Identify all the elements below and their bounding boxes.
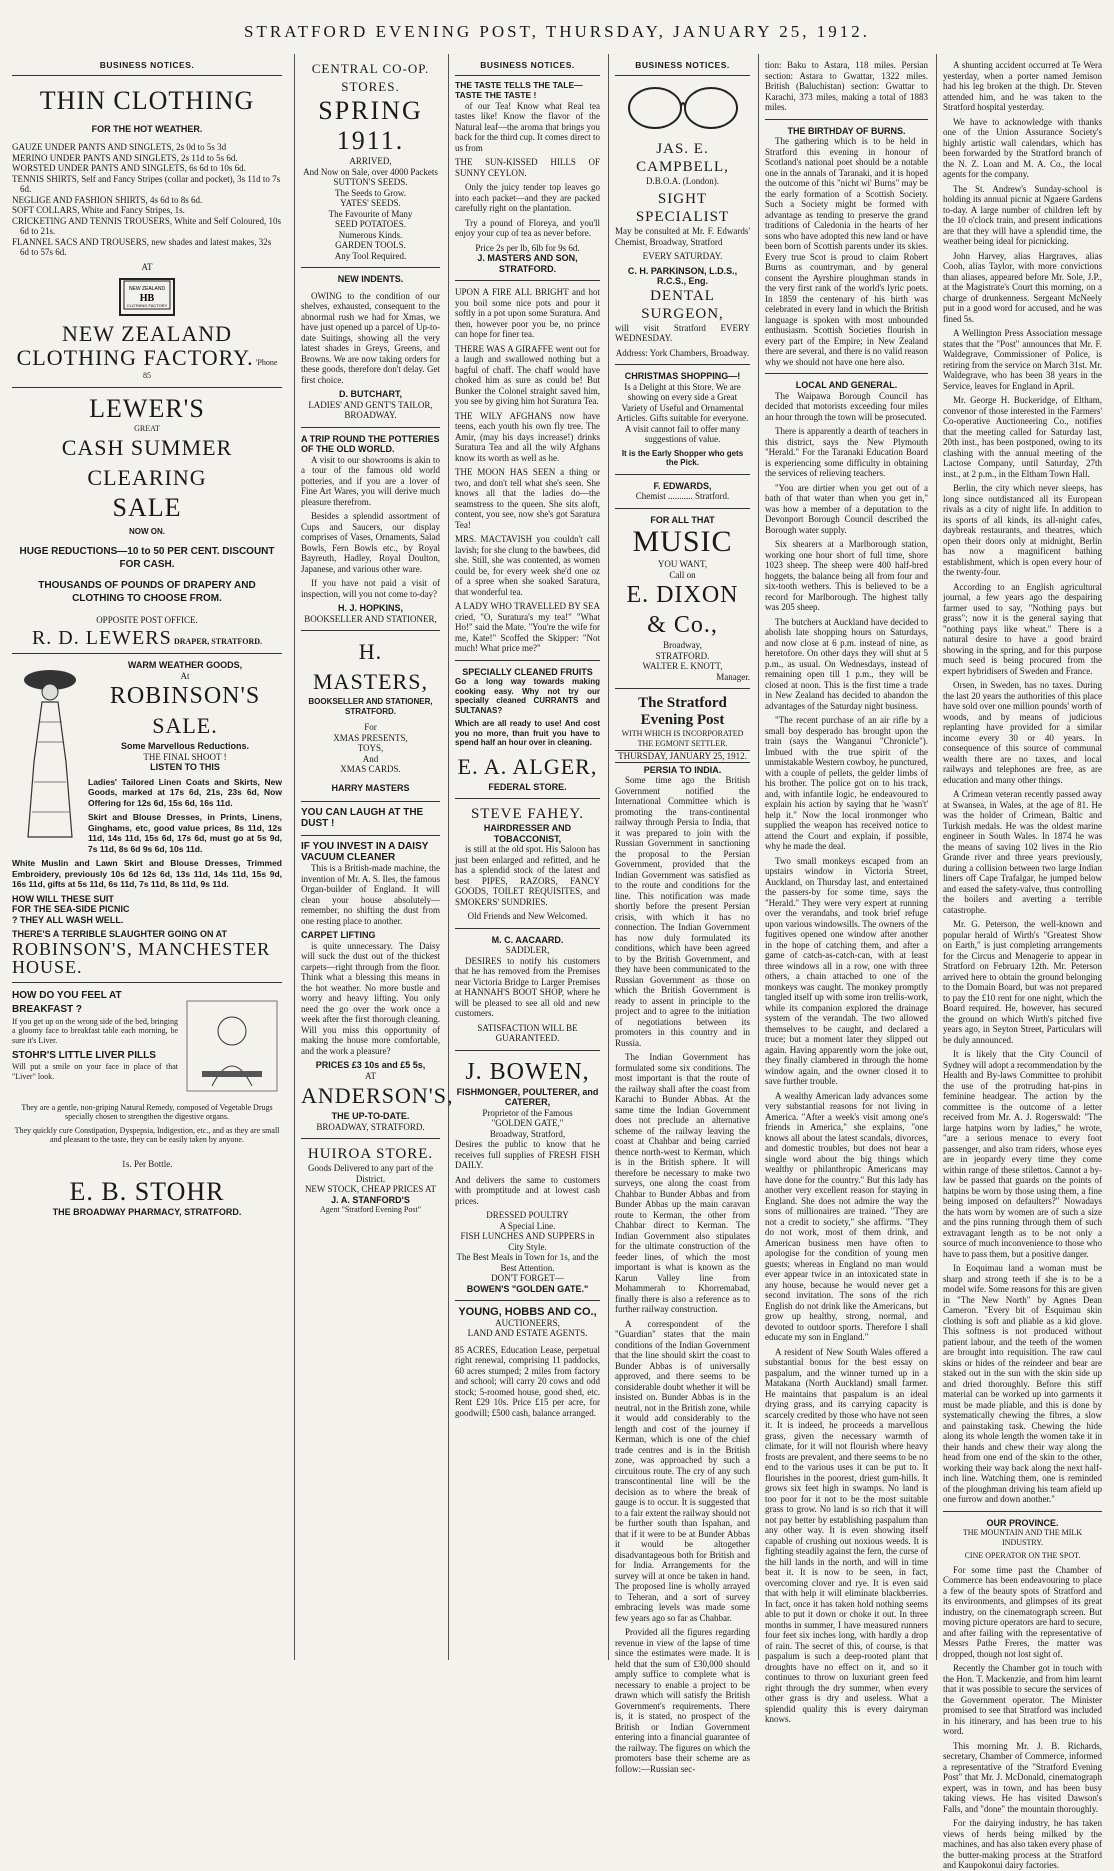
bowen-prop: Proprietor of the Famous (482, 1107, 573, 1118)
trip-body-2: Besides a splendid assortment of Cups and Saucers, our display comprises of Vases, Ornaments, Salad Bowls, Fern Bowls etc., by Royal Bayreuth, Hadley, Royal Doulton, Japanese, and various other ware. (301, 511, 440, 574)
fahey-body: is still at the old spot. His Saloon has just been enlarged and refitted, and he has a splendid stock of the latest and best PIPES, RAZORS, FANCY GOODS, TOILET REQUISITES, and SMOKERS' SUNDRIES. (455, 844, 600, 907)
news-item-8: According to an English agricultural journal, a few years ago the despairing farmer used to say, "Nothing pays but grass"; now it is the general saying that "nothing pays like wheat." There is a natural desire to have a good braird showing in the spring, and for this purpose much seed is being procured from the expert hybridisers of Sweden and France. (943, 581, 1102, 676)
local-item-5: The butchers at Auckland have decided to abolish late shopping hours on Saturdays, and now close at 6 p.m. instead of nine, as heretofore. On other days they will shut at 5 p.m., as usual. On Wednesdays, instead of remaining open till 1 p.m., they will be closed at noon. This is the first time a trade in New Zealand has decided to abandon the advantages of the Saturday night business. (765, 616, 928, 711)
christmas-body: Is a Delight at this Store. We are showing on every side a Great Variety of Useful and Ornamental Articles. Gifts suitable for everyone. A visit cannot fail to offer many suggestions of value. (616, 381, 749, 444)
dixon-address-line: Broadway, (663, 640, 702, 650)
lewers-huge-reductions: HUGE REDUCTIONS—10 to 50 PER CENT. DISCOUNT FOR CASH. (19, 545, 275, 570)
call-on: Call on (669, 569, 696, 580)
campbell-dboa: D.B.O.A. (London). (646, 175, 719, 186)
bowen-body-2: And delivers the same to customers with promptitude and at lowest cash prices. (455, 1174, 600, 1206)
paper-date: THURSDAY, JANUARY 25, 1912. (615, 750, 750, 763)
tea-rhyme-moon: THE MOON HAS SEEN a thing or two, and don't tell what she's seen. She knows all that the ladies do—the seamstress to the queen. She sits aloft, content, you see, now she's got Saratura Tea! (455, 467, 600, 530)
dental-surgeon: DENTAL SURGEON, (641, 287, 724, 322)
svg-text:CLOTHING FACTORY: CLOTHING FACTORY (126, 303, 168, 308)
edwards-name: F. EDWARDS, (653, 480, 712, 491)
lewers-draper: DRAPER, STRATFORD. (173, 637, 263, 646)
robinsons-footer: ROBINSON'S, MANCHESTER HOUSE. (12, 938, 271, 977)
lewers-opposite: OPPOSITE POST OFFICE. (96, 614, 198, 625)
news-item-10: A Crimean veteran recently passed away at Swansea, in Wales, at the age of 81. He was the holder of Crimean, Baltic and Turkish medals. He was the oldest marine engineer in South Wales. In 1874 he was the means of saving 102 lives in the Rio Grande river and three years previously, during a collision between two large Indian liners off Cape Trafalgar, he jumped below and eased the safety-valve, thus controlling the boilers and averting a terrible catastrophe. (943, 789, 1102, 915)
news-item-4: John Harvey, alias Hargraves, alias Cooh, alias Taylor, with more convictions than aliases, appeared before Mr. Sole, J.P., at the Magistrate's Court this morning, on a charge of drunkenness. Sergeant McNeely put in a good word for accused, and he was fined 5s. (943, 250, 1102, 324)
local-item-1: The Waipawa Borough Council has decided that motorists exceeding four miles an hour through the town will be prosecuted. (765, 390, 928, 422)
daisy-body: This is a British-made machine, the invention of Mr. A. S. Iles, the famous Organ-builder of England. It will clean your house absolutely—remember, no shifting the dust from one resting place to another. (301, 863, 440, 926)
daisy-at: AT (365, 1070, 376, 1081)
dental-body: will visit Stratford EVERY WEDNESDAY. (615, 322, 750, 343)
masters-line: BOOKSELLER AND STATIONER, STRATFORD. (308, 697, 433, 716)
huiroa-stanford: J. A. STANFORD'S (331, 1194, 410, 1205)
robinsons-item-1: Ladies' Tailored Linen Coats and Skirts, New Goods, marked at 17s 6d, 21s, 23s 6d, Now Offering for 12s 6d, 15s 6d, 16s 11d. (88, 776, 282, 808)
bowen-body: Desires the public to know that he receives full supplies of FRESH FISH DAILY. (455, 1139, 600, 1170)
masters-for: For (364, 722, 377, 732)
paper-subtitle: WITH WHICH IS INCORPORATED THE EGMONT SETTLER. (621, 729, 744, 748)
aacaard-guarantee: SATISFACTION WILL BE GUARANTEED. (477, 1022, 578, 1043)
seed-line: Numerous Kinds. (338, 229, 403, 240)
dixon-address (615, 640, 750, 661)
ad-subtitle: FOR THE HOT WEATHER. (91, 123, 203, 134)
persia-body-1: Some time ago the British Government notified the International Committee which is promoting the trans-continental railway through Persia to India, that it was prepared to join with the Russian Government in sanctioning the proposal to the Persian Government, provided that the Indian Government was satisfied as to the route and conditions for the line. This notification was made shortly before the present Persian crisis, with which it has no connection. The Indian Government has now duly formulated its conditions, which have been agreed to by the British Government, and they have been communicated to the Russian Government as those on which the British Government is ready to assent in principle to the project and to agree to the initiation of negotiations between its promoters in this country and in Russia. (615, 775, 750, 1048)
huiroa-new: NEW STOCK, CHEAP PRICES AT (304, 1184, 437, 1194)
daisy-prices: PRICES £3 10s and £5 5s, (315, 1060, 426, 1070)
coop-header: CENTRAL CO-OP. STORES. (311, 61, 430, 94)
bowen-dont-forget: DON'T FORGET— (491, 1273, 564, 1283)
christmas-title: CHRISTMAS SHOPPING—! (624, 371, 741, 381)
fruits-body-2: Which are all ready to use! And cost you no more, than fruit you have to spend half an hour over in cleaning. (455, 719, 600, 747)
sight-body: May be consulted at Mr. F. Edwards' Chemist, Broadway, Stratford (615, 226, 750, 247)
lewers-great: GREAT (134, 423, 160, 433)
alger-line: FEDERAL STORE. (488, 781, 567, 792)
column-header: BUSINESS NOTICES. (615, 54, 750, 76)
bowen-line: FISHMONGER, POULTERER, and CATERER, (456, 1086, 599, 1107)
robinsons-item-3: White Muslin and Lawn Skirt and Blouse Dresses, Trimmed Embroidery, previously 10s 6d 12s 6d, 13s 11d, 14s 11d, 15s 9d, 16s 11d, gifts at 5s 11d, 6s 11d, 7s 11d, 8s 11d, 9s 11d. (12, 858, 282, 889)
fahey-name: STEVE FAHEY. (470, 806, 585, 822)
local-item-4: Six shearers at a Marlborough station, working one hour short of full time, shore 1023 sheep. The sheep were 400 half-bred hoggets, the balance being all from four and six-tooth wethers. This is believed to be a record for Marlborough. The highest tally was 205 sheep. (765, 539, 928, 612)
news-item-12: It is likely that the City Council of Sydney will adopt a recommendation by the Health and By-laws Committee to prohibit the use of the protruding hat-pins in feminine headgear. The action by the committee is the outcome of a letter received from Mr. A. J. Rogerswald: "The large hatpins worn by ladies," he wrote, "are a serious menace to every foot passenger, and also tram riders, whose eyes are in jeopardy every time they come within range of these stilettos. Cannot a by-law be passed that guards on the points of hatpins be worn by those using them, a fine being imposed on defaulters?" Nowadays the hats worn by women are of such a size and the pins running through them of such extravagant length as to be not only a source of much inconvenience to those who have to pass them, but a positive danger. (943, 1049, 1102, 1259)
stohr-question: HOW DO YOU FEEL AT BREAKFAST ? (12, 989, 122, 1015)
robinsons-item-2: Skirt and Blouse Dresses, in Prints, Linens, Ginghams, etc, good value prices, 8s 11d, 12s 11d, 14s 11d, 15s 6d, 17s 6d, must go at 5s 9d, 7s 11d, 8s 6d 9s 6d, 10s 11d. (88, 812, 282, 854)
stohr-price: 1s. Per Bottle. (121, 1158, 173, 1169)
seed-line: The Seeds to Grow. (335, 187, 406, 198)
local-item-7: Two small monkeys escaped from an upstairs window in Victoria Street, Auckland, on Thursday last, and entertained the passers-by for some time, says the "Herald." They were very expert at running over the verandahs, and took brief refuge upon various windowsills. The owners of the fugitives opened one window after another in the hope of catching them, and after a game of catch-as-catch-can, with at least three windows all in a row, one with three others, a chain attached to one of the monkeys was caught. The monkey promptly tangled itself up with some iron trellis-work, while its companion explored the drainage system of the verandah. The two allowed themselves to be caught, and declared a truce; but a moment later they slipped out again. Having apparently worn the joke out, they finally clambered in through the home window again, and the owner closed it to save further trouble. (765, 855, 928, 1086)
onsale: And Now on Sale, over 4000 Packets (303, 166, 438, 177)
news-item-2: We have to acknowledge with thanks one of the Union Assurance Society's highly artistic wall calendars, which has been forwarded by the Stratford branch of the N. Z. Loan and M. A. Co., the local agents for the company. (943, 116, 1102, 179)
aacaard-name: M. C. AACAARD. (491, 934, 564, 945)
masthead: STRATFORD EVENING POST, THURSDAY, JANUARY 25, 1912. (244, 22, 870, 41)
province-body-4: For the dairying industry, he has taken views of herds being milked by the machines, and has also taken every phase of the butter-making process at the Stratford and Kaupokonui dairy factories. (943, 1818, 1102, 1870)
lewers-now-on: NOW ON. (129, 527, 165, 536)
persia-title: PERSIA TO INDIA. (643, 764, 722, 775)
bowens-golden-gate: BOWEN'S "GOLDEN GATE." (466, 1283, 589, 1294)
young-hobbs-auct: AUCTIONEERS, (495, 1317, 560, 1328)
persia-body-3: A correspondent of the "Guardian" states that the main conditions of the Indian Government that the line should skirt the coast to Bunder Abbas is of universally approved, and there seems to be considerable doubt whether it will be insisted on. Bunder Abbas is in the neutral, not in the British zone, while it would add considerably to the length and cost of the journey if Kerman, which is one of the chief trade centres and is in the British zone, was approached by such a circuitous route. The cry of any such transcontinental line will be the decision as to where the break of gauge is to occur. It is suggested that to a fair extent the railway should not be further south than Ispahan, and that if it were to be at Bunder Abbas it would be altogether disadvantageous both for British and for India. Arrangements for the survey will at once be taken in hand. The proposed line is wholly arrayed to Teheran, and a sort of survey embracing levels was made some few years ago so far as Chahbar. (615, 1318, 750, 1623)
news-item-5: A Wellington Press Association message states that the "Post" announces that Mr. F. Waldegrave, Commissioner of Police, is retiring from the service on March 31st. Mr. Waldegrave, who has been 38 years in the Service, leaves for England in April. (943, 328, 1102, 391)
column-header: BUSINESS NOTICES. (455, 54, 600, 76)
dixon-address-line: STRATFORD. (655, 650, 710, 661)
column-2 (294, 54, 454, 1660)
column-4 (608, 54, 756, 1774)
huiroa-body: Goods Delivered to any part of the District. (308, 1163, 433, 1184)
fruits-body: Go a long way towards making cooking easy. Why not try our specially cleaned CURRANTS and SULTANAS? (455, 677, 600, 715)
robinsons-at: At (180, 670, 190, 681)
price-list-item: GAUZE UNDER PANTS AND SINGLETS, 2s 0d to 5s 3d (12, 142, 227, 152)
robinsons-some: Some Marvellous Reductions. (120, 741, 250, 751)
lewers-thousands: THOUSANDS OF POUNDS OF DRAPERY AND CLOTHING TO CHOOSE FROM. (38, 579, 256, 604)
bowen-best: The Best Meals in Town for 1s, and the Best Attention. (456, 1252, 599, 1273)
persia-body-4: Provided all the figures regarding revenue in view of the lapse of time since the estimates were made. It is held that the sum of £30,000 should amply suffice to complete what is necessary to enable a project to be drawn which will satisfy the British Government's requirements. There is, it is stated, no prospect of the British or Indian Government entering into a financial guarantee of the railway. The figures on which the promoters base their scheme are as follow:—Russian sec- (615, 1627, 750, 1774)
robinsons-warm: WARM WEATHER GOODS, (127, 660, 243, 670)
lewers-title: LEWER'S (89, 393, 205, 423)
tea-title: THE TASTE TELLS THE TALE— TASTE THE TASTE ! (455, 79, 583, 100)
trip-body-1: A visit to our showrooms is akin to a tour of the famous old world potteries, and if you are a lover of Fine Art Wares, you will derive much pleasure therefrom. (301, 454, 440, 507)
spectacles-icon (623, 80, 743, 136)
young-hobbs-name: YOUNG, HOBBS AND CO., (458, 1306, 597, 1318)
hopkins-name: H. J. HOPKINS, (337, 603, 403, 613)
butchart-name: D. BUTCHART, (339, 389, 402, 399)
local-item-9: A resident of New South Wales offered a substantial bonus for the best essay on paspalum, and the winner turned up in a Matakana (North Auckland) small farmer. He maintains that paspalum is an ideal drying grass, and its carrying capacity is scarcely credited by those who have not seen it. It is indeed, he proceeds a marvellous grass, given the necessary warmth of climate, for it will not flourish where heavy frosts are prevalent, and there seems to be no end to the various uses it can be put to. It flourishes in the poorest, driest gum-hills. It grows six feet high in swamps. No land is too poor for it not to be the most suitable grass to grow. No land is so rich that it will not pay better by establishing paspalum than any other way. It is even showing itself capable of crushing out noxious weeds. It is fighting steadily against the fern, the curse of the hill lands in the north, and will in time beat it. It is now to be seen, in fact, overcoming clover and rye. It is even said that with help it will eliminate blackberries. In fact, once it has taken hold nothing seems able to put it down or choke it out. In three months in summer, I have measured runners four feet six inches long, with hardly a drop of rain. The secret of this, of course, is that paspalum is such a deep-rooted plant that droughts have no effect on it, and so it continues to throw on luxuriant green feed right through the dry summer, when every other grass is dry and useless. What a splendid quality this is every dairyman knows. (765, 1346, 928, 1724)
tea-body: of our Tea! Know what Real tea tastes like! Know the flavor of the Natural leaf—the aroma that brings you back for the third cup. It comes direct to us from (455, 100, 600, 153)
province-title: OUR PROVINCE. (986, 1517, 1059, 1528)
carpet-title: CARPET LIFTING (301, 930, 376, 940)
harry-masters: HARRY MASTERS (331, 782, 410, 793)
nz-clothing-factory-logo (119, 278, 175, 316)
price-list-item: MERINO UNDER PANTS AND SINGLETS, 2s 11d to 5s 6d. (12, 152, 238, 163)
indents-body: OWING to the condition of our shelves, exhausted, consequent to the abnormal rush we had for Xmas, we have just opened up a parcel of Up-to-date Suitings, showing all the very latest shades in Greys, Greens, and Browns. We are now taking orders for these goods, therefore don't delay. Get first choice. (301, 290, 440, 385)
ad-title-thin-clothing: THIN CLOTHING (39, 85, 255, 115)
seed-line: The Favourite of Many (328, 208, 413, 219)
stohr-text-2: Will put a smile on your face in place of that "Liver" look. (12, 1062, 178, 1081)
svg-text:HB: HB (139, 293, 155, 304)
you-want: YOU WANT, (657, 559, 708, 569)
province-body-2: Recently the Chamber got in touch with the Hon. T. Mackenzie, and from him learnt that it was possible to secure the services of the Government operator. The Minister promised to see that Stratford was included in his itinerary, and has been true to his word. (943, 1663, 1102, 1736)
news-item-7: Berlin, the city which never sleeps, has long since outdistanced all its European rivals as a city of night life. In addition to its sports of all kinds, its all-night cafes, daybreak restaurants, and theatres, which open their doors only at midnight, Berlin has now a magnificent bathing establishment, which is open every hour of the twenty-four. (943, 483, 1102, 577)
indents-title: NEW INDENTS. (337, 274, 404, 284)
price-list-item: WORSTED UNDER PANTS AND SINGLETS, 6s 6d to 10s 6d. (12, 163, 246, 173)
province-body-3: This morning Mr. J. B. Richards, secretary, Chamber of Commerce, informed a representative of the "Stratford Evening Post" that Mr. J. McDonald, cinematograph expert, was in town, and has been busy taking views. He has visited Dawson's Falls, and "done" the mountain thoroughly. (943, 1740, 1102, 1814)
trip-body-3: If you have not paid a visit of inspection, will you not come to-day? (301, 578, 440, 599)
fahey-line: HAIRDRESSER AND TOBACCONIST, (483, 823, 572, 844)
news-item-13: In Eoquimau land a woman must be sharp and strong teeth if she is to be a model wife. Some reasons for this are given in "The New North" by Agnes Dean Cameron. "Every bit of Esquimau skin clothing is soft and pliable as a kid glove. This softness is not produced without patient labour, and the teeth of the women are brought into requisition. The raw caul skins or hides of the reindeer and bear are staked out in the sun with the skin side up and dried thoroughly. Before this stiff material can be worked up into garments it must be made pliable, and this is done by systematically chewing the fibres, a slow and painstaking task. Chewing the hide along its whole length the women take it in their hands and chew their way along the head from one end of the skin to the other, working their way back along the next half-inch line. Watching them, one is reminded of the ploughman driving his team afield up one furrow and down another." (943, 1263, 1102, 1504)
stohr-text-4: They quickly cure Constipation, Dyspepsia, Indigestion, etc., and as they are small and pleasant to the taste, they can be easily taken by anyone. (14, 1125, 280, 1144)
seeds-list (301, 177, 440, 261)
butchart-addr: BROADWAY. (344, 410, 397, 420)
price-list-item: TENNIS SHIRTS, Self and Fancy Stripes (collar and pocket), 3s 11d to 7s 6d. (12, 173, 281, 194)
tea-price: Price 2s per lb, 6lb for 9s 6d. (475, 242, 580, 253)
tea-body-3: Try a pound of Floreya, and you'll enjoy your cup of tea as never before. (455, 217, 600, 238)
bowen-dressed: DRESSED POULTRY (486, 1210, 569, 1220)
persia-continued: tion: Baku to Astara, 118 miles. Persian section: Astara to Gwattar, 1322 miles. British (Baluchistan) section: Gwattar to Karachi, 373 miles, making a total of 1883 miles. (765, 60, 928, 112)
tea-firm: J. MASTERS AND SON, STRATFORD. (477, 253, 578, 274)
at-label: AT (141, 261, 153, 272)
burns-body: The gathering which is to be held in Stratford this evening in honour of Scotland's national poet should be a notable one in the annals of Taranaki, and it is hoped the outcome of this "nicht wi' Burns" may be the early formation of a Scottish Society. Such a Society might be formed with advantage as tending to preserve the grand traditions of Caledonia in the hearts of her sons who have adopted this new land or have been born of Scottish parents under its skies. Every true Scot is proud to claim Robert Burns as countryman, and by general consent the Ayrshire ploughman stands in the very first rank of the world's lyric poets. In 1859 the centenary of his birth was celebrated in every land in which the British language is spoken with most unbounded enthusiasm. Scottish Societies flourish in every part of the Empire; in New Zealand there are several, and there is no valid reason why we should not have one here also. (765, 136, 928, 367)
column-3 (448, 54, 606, 1660)
tea-rhyme-lady: A LADY WHO TRAVELLED BY SEA cried, "O, Suratura's my tea!" "What Ho!" said the Mate. "You're the wife for me, Kate!" Scoffed the Skipper: "Not much! What price me?" (455, 601, 600, 653)
tea-rhyme-mactavish: MRS. MACTAVISH you couldn't call lavish; for she clung to the bawbees, did she. Still, she was contented, as women could be, for every week she'd one oz of a spree when she soaked Saratura, that wonderful tea. (455, 534, 600, 597)
bowen-addr: Broadway, Stratford, (489, 1128, 566, 1139)
daisy-title: IF YOU INVEST IN A DAISY VACUUM CLEANER (301, 841, 429, 863)
robinsons-listen: LISTEN TO THIS (150, 762, 220, 772)
bowen-special: A Special Line. (499, 1220, 556, 1231)
store-name: NEW ZEALAND CLOTHING FACTORY. (16, 321, 254, 370)
robinsons-final: THE FINAL SHOOT ! (143, 751, 227, 762)
local-item-8: A wealthy American lady advances some very substantial reasons for not living in America. "After a week's visit among one's friends in America," she explains, "one knows all about the latest scandals, divorces, and domestic troubles, but does not hear a single word about the big things which wealthy or philanthropic Americans may have done for the country." But this lady has another very excellent reason for staying in England. She does not admire the way the sons of millionaires are trained. "They are not a credit to society," she affirms. "They do not work, most of them drink, and American business men have often to apologise for the condition of young men guests; whereas in England no man would ever appear twice in an intoxicated state in any house, because he would never get a second invitation. The sons of the rich English do not drink like the Americans, but grow up healthy, strong, normal, and devoted to outdoor sports. Therefore I shall educate my son in England." (765, 1090, 928, 1342)
young-hobbs-acres: 85 ACRES, Education Lease, perpetual right renewal, comprising 11 paddocks, 60 acres stumped; 2 miles from factory and school; will carry 20 cows and odd stock; 5-roomed house, good shed, etc. Rent £29 10s. Price £15 per acre, for goodwill; £500 cash, balance arranged. (455, 1344, 600, 1418)
fruits-title: SPECIALLY CLEANED FRUITS (462, 666, 593, 677)
knott-manager: Manager. (716, 671, 750, 682)
price-list-item: NEGLIGE AND FASHION SHIRTS, 4s 6d to 8s 6d. (12, 194, 203, 205)
masters-name: H. MASTERS, (313, 639, 428, 694)
music-title: MUSIC (632, 525, 733, 558)
parkinson-name: C. H. PARKINSON, L.D.S., R.C.S., Eng. (627, 265, 738, 286)
tea-rhyme-fire: UPON A FIRE ALL BRIGHT and hot you boil some nice pots and pour it softly in a pot upon some Suratura. And then, however poor you be, no prince can hope for finer tea. (455, 287, 600, 339)
lewers-name: R. D. LEWERS (31, 627, 172, 649)
sight-specialist: SIGHT SPECIALIST (635, 191, 730, 225)
arrived: ARRIVED, (349, 156, 392, 166)
spring-title: SPRING 1911. (318, 96, 423, 155)
young-hobbs-land: LAND AND ESTATE AGENTS. (467, 1328, 588, 1338)
bowen-golden-gate: "GOLDEN GATE," (491, 1118, 564, 1128)
butchart-line: LADIES' AND GENT'S TAILOR, (308, 399, 433, 410)
cine-operator: CINE OPERATOR ON THE SPOT. (964, 1551, 1081, 1560)
xmas-line: TOYS, (357, 743, 384, 753)
robinsons-sale: SALE. (152, 713, 218, 738)
news-item-1: A shunting accident occurred at Te Wera yesterday, when a porter named Jemison had his leg broken at the thigh. Dr. Steven attended him, and he was taken to the Stratford hospital yesterday. (943, 60, 1102, 112)
province-subtitle: THE MOUNTAIN AND THE MILK INDUSTRY. (962, 1528, 1083, 1547)
tea-rhyme-giraffe: THERE WAS A GIRAFFE went out for a laugh and swallowed nothing but a bagful of chaff. The chaff would have choked him as sure as could be! But Bunker the Colonel straight saved him, you see by giving him hot Suratura Tea. (455, 343, 600, 406)
seed-line: SEED POTATOES. (334, 219, 407, 229)
seed-line: Any Tool Required. (334, 250, 407, 261)
huiroa-agent: Agent "Stratford Evening Post" (320, 1205, 421, 1214)
dust-title: YOU CAN LAUGH AT THE DUST ! (301, 807, 424, 829)
every-saturday: EVERY SATURDAY. (642, 251, 723, 261)
stohr-text-1: If you get up on the wrong side of the bed, bringing a gloomy face to breakfast table each morning, be sure it's Liver. (12, 1016, 178, 1045)
news-item-11: Mr. G. Peterson, the well-known and popular herald of Wirth's "Greatest Show on Earth," is just completing arrangements for the Circus and Menagerie to appear in Stratford on February 12th. Mr. Peterson arrived here to obtain the ground belonging to the Domain Board, but was not prepared to pay the £10 rent for one night, which the Board required. He, however, has secured the ground on which Wirth's pitched five years ago, in Seyton Street, Particulars will be duly announced. (943, 919, 1102, 1045)
robinsons-how: HOW WILL THESE SUIT FOR THE SEA-SIDE PICNIC ? THEY ALL WASH WELL. (12, 893, 130, 925)
lewers-sale-line2: SALE (112, 493, 182, 522)
alger-name: E. A. ALGER, (457, 753, 598, 779)
knott-name: WALTER E. KNOTT, (642, 661, 723, 671)
lewers-sale-line1: CASH SUMMER CLEARING (61, 435, 233, 490)
column-1 (6, 54, 288, 1660)
price-list-item: FLANNEL SACS AND TROUSERS, new shades and latest makes, 32s 6d to 57s 6d. (12, 236, 272, 257)
trip-title: A TRIP ROUND THE POTTERIES OF THE OLD WORLD. (301, 433, 440, 454)
local-item-2: There is apparently a dearth of teachers in this district, says the New Plymouth "Herald." For the Taranaki Education Board is experiencing some difficulty in obtaining the services of relieving teachers. (765, 426, 928, 478)
news-item-9: Orsen, in Sweden, has no taxes. During the last 20 years the authorities of this place have sold over one million pounds' worth of woods, and by means of judicious replanting have provided for a similar income every 30 or 40 years. In consequence of this source of communal wealth there are no taxes, and local railways and telephones are free, as are education and many other things. (943, 680, 1102, 785)
early-shopper: It is the Early Shopper who gets the Pick. (621, 448, 744, 467)
seed-line: GARDEN TOOLS. (335, 240, 406, 250)
local-item-6: "The recent purchase of an air rifle by a small boy desperado has brought upon the train (says the Wanganui "Chronicle"). Imbued with the true spirit of the unmistakable Western cowboy, he punctured, with a couple of pellets, the gelder limbs of his brother. The police got on to his track, and, with infantile logic, he endeavoured to explain his action by saying that he 'wasn't' help it." Now the local ironmonger who supplied the weapon has received notice to attend the Court and explain, if possible, why he made the deal. (765, 715, 928, 851)
bowen-name: J. BOWEN, (465, 1058, 590, 1085)
tea-body-2: Only the juicy tender top leaves go into each packet—and they are packed carefully right on the plantation. (455, 182, 600, 213)
carpet-body: is quite unnecessary. The Daisy will suck the dust out of the thickest carpets—right through from the floor. Think what a blessing this means in the hot weather. No more bustle and worry and heavy lifting. You only need the go over the work once a week after the first thorough cleaning. Will you miss this opportunity of making the house more comfortable, and the work a pleasure? (301, 940, 440, 1056)
stohr-address: THE BROADWAY PHARMACY, STRATFORD. (52, 1207, 242, 1217)
news-item-6: Mr. George H. Buckeridge, of Eltham, convenor of those interested in the Farmers' Co-operative Auctioneering Co., notifies that the meeting called for Saturday last, 20th inst., has been postponed, owing to its clashing with the annual meeting of the Lactose Company, until Saturday, 27th inst., at 2 p.m., in the Eltham Town Hall. (943, 395, 1102, 479)
hopkins-line: BOOKSELLER AND STATIONER, (304, 613, 437, 624)
campbell-name: JAS. E. CAMPBELL, (636, 140, 729, 175)
aacaard-saddler: SADDLER, (505, 945, 550, 955)
svg-text:NEW ZEALAND: NEW ZEALAND (128, 286, 166, 292)
bowen-lunches: FISH LUNCHES AND SUPPERS in City Style. (460, 1231, 595, 1252)
price-list-item: SOFT COLLARS, White and Fancy Stripes, 1s. (12, 205, 185, 215)
for-all-that: FOR ALL THAT (650, 514, 715, 525)
xmas-line: XMAS CARDS. (340, 764, 401, 774)
news-item-3: The St. Andrew's Sunday-school is holding its annual picnic at Ngaere Gardens to-day. A large number of children left by the 10 o'clock train, and present indications are that they will have a splendid time, the weather being ideal for picnicking. (943, 183, 1102, 246)
seed-line: SUTTON'S SEEDS. (333, 177, 408, 187)
robinsons-terrible: THERE'S A TERRIBLE SLAUGHTER GOING ON AT (12, 929, 227, 939)
huiroa-name: HUIROA STORE. (307, 1146, 434, 1162)
tea-rhyme-afghans: THE WILY AFGHANS now have teens, each youth his own fly tree. The Amir, (may his days increase!) drinks Suratura Tea and all the wily Afghans know its worth as well as he. (455, 410, 600, 463)
column-5 (758, 54, 934, 1724)
xmas-line: And (362, 753, 379, 764)
dental-addr: Address: York Chambers, Broadway. (615, 347, 750, 358)
xmas-list (301, 733, 440, 775)
burns-title: THE BIRTHDAY OF BURNS. (787, 125, 906, 136)
fahey-welcome: Old Friends and New Welcomed. (467, 911, 588, 921)
province-body-1: For some time past the Chamber of Commerce has been endeavouring to place a few of the beauty spots of Stratford and its environments, and glimpses of its great industry, on the cinematograph screen. But moving picture operators are hard to secure, and after failing with the representative of Messrs Pathe Freres, the matter was dropped, though not lost sight of. (943, 1564, 1102, 1659)
local-general-title: LOCAL AND GENERAL. (795, 380, 898, 390)
xmas-line: XMAS PRESENTS, (333, 732, 408, 743)
clothing-price-list (12, 142, 282, 258)
tea-hills: THE SUN-KISSED HILLS OF SUNNY CEYLON. (455, 157, 600, 178)
seed-line: YATES' SEEDS. (340, 198, 401, 208)
anderson-name: ANDERSON'S, (301, 1083, 454, 1108)
anderson-line: THE UP-TO-DATE. (331, 1111, 410, 1121)
paper-title: The Stratford Evening Post (638, 695, 727, 728)
anderson-addr: BROADWAY, STRATFORD. (316, 1121, 425, 1132)
aacaard-body: DESIRES to notify his customers that he has removed from the Premises near Victoria Bridge to Larger Premises at HANNAH'S BOOT SHOP, where he will be pleased to see all old and new customers. (455, 955, 600, 1018)
stohr-firm: E. B. STOHR (69, 1177, 225, 1206)
price-list-item: CRICKETING AND TENNIS TROUSERS, White and Self Coloured, 10s 6d to 21s. (12, 215, 281, 236)
robinsons-name: ROBINSON'S (109, 683, 261, 709)
breakfast-illustration (182, 991, 282, 1101)
stohr-product: STOHR'S LITTLE LIVER PILLS (12, 1050, 156, 1061)
persia-body-2: The Indian Government has formulated some six conditions. The most important is that the route of the railway shall after the coast from Karachi to Bunder Abbas. At the same time the Indian Government does not preclude an alternative scheme of the railway leaving the coast at Chahbar and being carried thence north-west to Kerman, which is in the British sphere. It will therefore be necessary to make two surveys, one along the coast from Chahbar to Bunder Abbas and from Bunder Abbas up the main caravan route to Kerman, the other from Chahbar direct to Kerman. The Indian Government also stipulates for the ultimate construction of the feeder lines, of which the most important is what is known as the Karun Valley line from Mohammerah to Khorremabad, finally there is also a reference as to further railway construction. (615, 1052, 750, 1314)
column-header: BUSINESS NOTICES. (12, 54, 282, 76)
edwards-line: Chemist ........... Stratford. (635, 491, 730, 501)
dixon-name: E. DIXON & Co., (626, 582, 739, 638)
column-6 (936, 54, 1108, 1870)
stohr-text-3: They are a gentle, non-griping Natural Remedy, composed of Vegetable Drugs specially chosen to strengthen the digestive organs. (21, 1102, 273, 1121)
phone-number: 'Phone 85 (143, 358, 278, 380)
lady-figure-illustration (12, 662, 82, 842)
local-item-3: "You are dirtier when you get out of a bath of that water than when you get in," was how a member of a deputation to the Devonport Borough Council described the Borough water supply. (765, 482, 928, 535)
